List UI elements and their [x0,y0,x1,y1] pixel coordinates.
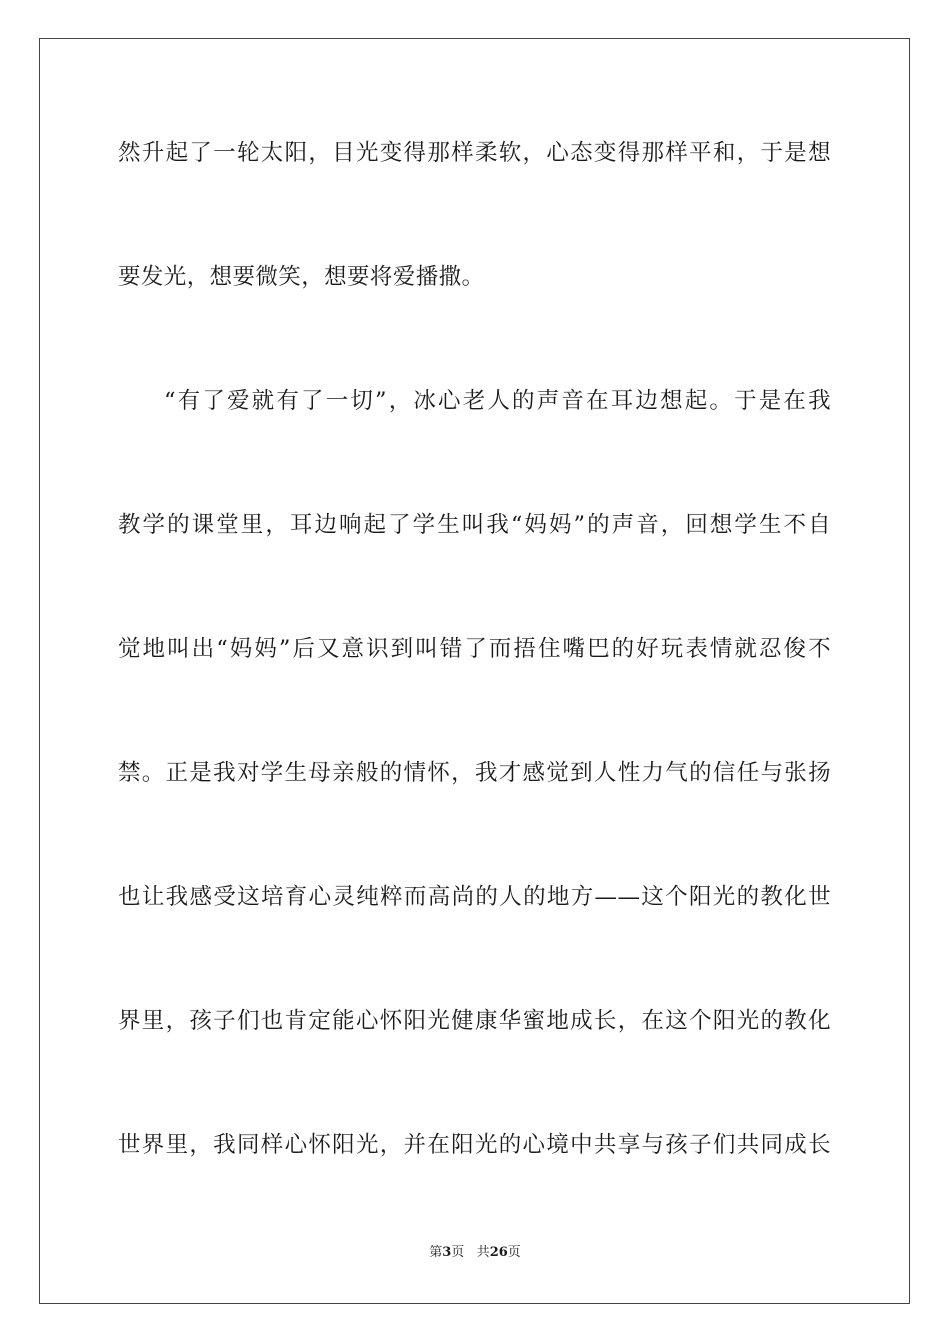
paragraph-line-3: “有了爱就有了一切”，冰心老人的声音在耳边想起。于是在我 [164,388,831,414]
paragraph-line-8: 界里，孩子们也肯定能心怀阳光健康华蜜地成长，在这个阳光的教化 [118,1008,831,1034]
footer-page-prefix: 第 [429,1245,443,1260]
footer-total-pages: 26 [489,1245,508,1260]
page-footer [0,1244,950,1262]
paragraph-line-1: 然升起了一轮太阳，目光变得那样柔软，心态变得那样平和，于是想 [118,140,831,166]
footer-total-prefix: 共 [476,1245,490,1260]
footer-page-number: 3 [442,1245,452,1260]
paragraph-line-4: 教学的课堂里，耳边响起了学生叫我“妈妈”的声音，回想学生不自 [118,512,831,538]
footer-total-suffix: 页 [507,1245,521,1260]
paragraph-line-7: 也让我感受这培育心灵纯粹而高尚的人的地方——这个阳光的教化世 [118,884,831,910]
paragraph-line-9: 世界里，我同样心怀阳光，并在阳光的心境中共享与孩子们共同成长 [118,1132,831,1158]
paragraph-line-6: 禁。正是我对学生母亲般的情怀，我才感觉到人性力气的信任与张扬 [118,760,831,786]
paragraph-line-2: 要发光，想要微笑，想要将爱播撒。 [118,264,485,290]
page-border [39,38,910,1304]
paragraph-line-5: 觉地叫出“妈妈”后又意识到叫错了而捂住嘴巴的好玩表情就忍俊不 [118,636,831,662]
footer-page-suffix: 页 [451,1245,465,1260]
